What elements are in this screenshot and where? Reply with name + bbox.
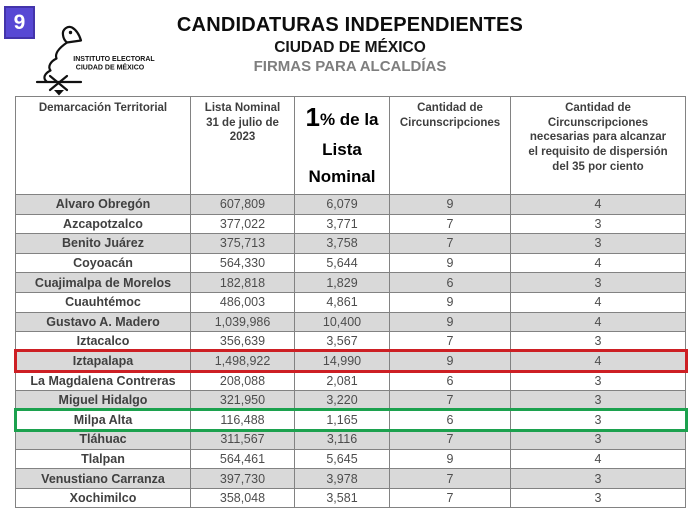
demarcacion-cell: Milpa Alta [16,410,191,430]
header-circunscripciones: Cantidad de Circunscripciones [390,97,511,195]
value-cell: 3,581 [295,488,390,508]
demarcacion-cell: Iztacalco [16,332,191,352]
value-cell: 321,950 [191,390,295,410]
value-cell: 3,771 [295,214,390,234]
value-cell: 3,116 [295,430,390,450]
value-cell: 3 [511,234,686,254]
value-cell: 1,829 [295,273,390,293]
table-row [16,273,686,293]
value-cell: 1,165 [295,410,390,430]
value-cell: 311,567 [191,430,295,450]
value-cell: 4 [511,449,686,469]
demarcacion-cell: Coyoacán [16,253,191,273]
value-cell: 564,330 [191,253,295,273]
value-cell: 5,645 [295,449,390,469]
demarcacion-cell: Miguel Hidalgo [16,390,191,410]
value-cell: 375,713 [191,234,295,254]
value-cell: 358,048 [191,488,295,508]
demarcacion-cell: Tláhuac [16,430,191,450]
table-row [16,292,686,312]
value-cell: 1,039,986 [191,312,295,332]
table-body [16,194,686,508]
value-cell: 377,022 [191,214,295,234]
value-cell: 9 [390,312,511,332]
value-cell: 3 [511,410,686,430]
header-uno-por-ciento: 1% de la Lista Nominal [295,97,390,195]
value-cell: 564,461 [191,449,295,469]
value-cell: 7 [390,488,511,508]
value-cell: 3 [511,214,686,234]
demarcacion-cell: Tlalpan [16,449,191,469]
value-cell: 3,567 [295,332,390,352]
value-cell: 7 [390,430,511,450]
value-cell: 6 [390,273,511,293]
table-row [16,390,686,410]
value-cell: 4 [511,194,686,214]
value-cell: 3 [511,488,686,508]
value-cell: 4 [511,253,686,273]
table-row [16,234,686,254]
value-cell: 4 [511,351,686,371]
value-cell: 14,990 [295,351,390,371]
value-cell: 7 [390,234,511,254]
title-block [0,12,700,77]
value-cell: 3 [511,371,686,391]
value-cell: 1,498,922 [191,351,295,371]
bird-tail-tip [54,90,64,96]
page-subtitle-2: FIRMAS PARA ALCALDÍAS [253,58,447,76]
demarcacion-cell: Xochimilco [16,488,191,508]
demarcacion-cell: Venustiano Carranza [16,469,191,489]
demarcacion-cell: Iztapalapa [16,351,191,371]
header-lista-nominal: Lista Nominal 31 de julio de 2023 [191,97,295,195]
value-cell: 6 [390,371,511,391]
value-cell: 4 [511,292,686,312]
demarcacion-cell: Cuauhtémoc [16,292,191,312]
value-cell: 397,730 [191,469,295,489]
table-row [16,332,686,352]
value-cell: 5,644 [295,253,390,273]
slide-number: 9 [13,11,26,34]
table-header [16,97,686,195]
table-row [16,469,686,489]
value-cell: 7 [390,214,511,234]
table-row [16,253,686,273]
table-row [16,410,686,430]
demarcacion-cell: Azcapotzalco [16,214,191,234]
value-cell: 7 [390,469,511,489]
value-cell: 607,809 [191,194,295,214]
header-dispersion: Cantidad de Circunscripciones necesarias para alcanzar el requisito de dispersión del 35 por ciento [511,97,686,195]
value-cell: 3 [511,332,686,352]
table-row [16,312,686,332]
value-cell: 2,081 [295,371,390,391]
table-row [16,194,686,214]
value-cell: 3,220 [295,390,390,410]
table-row [16,371,686,391]
value-cell: 3,758 [295,234,390,254]
header-demarcacion: Demarcación Territorial [16,97,191,195]
value-cell: 9 [390,253,511,273]
value-cell: 486,003 [191,292,295,312]
value-cell: 3 [511,390,686,410]
page-subtitle: CIUDAD DE MÉXICO [274,39,426,56]
value-cell: 9 [390,351,511,371]
logo-text-line2: CIUDAD DE MÉXICO [75,64,145,72]
demarcacion-cell: Gustavo A. Madero [16,312,191,332]
demarcacion-cell: Alvaro Obregón [16,194,191,214]
table-row [16,351,686,371]
value-cell: 182,818 [191,273,295,293]
logo-text-line1: INSTITUTO ELECTORAL [73,56,155,63]
value-cell: 6,079 [295,194,390,214]
table-row [16,488,686,508]
value-cell: 4 [511,312,686,332]
value-cell: 7 [390,390,511,410]
demarcacion-cell: La Magdalena Contreras [16,371,191,391]
alcaldias-table [15,96,686,508]
value-cell: 116,488 [191,410,295,430]
demarcacion-cell: Benito Juárez [16,234,191,254]
table-row [16,214,686,234]
value-cell: 9 [390,449,511,469]
value-cell: 3 [511,469,686,489]
value-cell: 9 [390,292,511,312]
value-cell: 208,088 [191,371,295,391]
table-row [16,449,686,469]
value-cell: 7 [390,332,511,352]
value-cell: 3,978 [295,469,390,489]
table-row [16,430,686,450]
value-cell: 6 [390,410,511,430]
value-cell: 356,639 [191,332,295,352]
value-cell: 10,400 [295,312,390,332]
value-cell: 3 [511,430,686,450]
page-title: CANDIDATURAS INDEPENDIENTES [176,14,524,36]
value-cell: 4,861 [295,292,390,312]
value-cell: 9 [390,194,511,214]
demarcacion-cell: Cuajimalpa de Morelos [16,273,191,293]
value-cell: 3 [511,273,686,293]
